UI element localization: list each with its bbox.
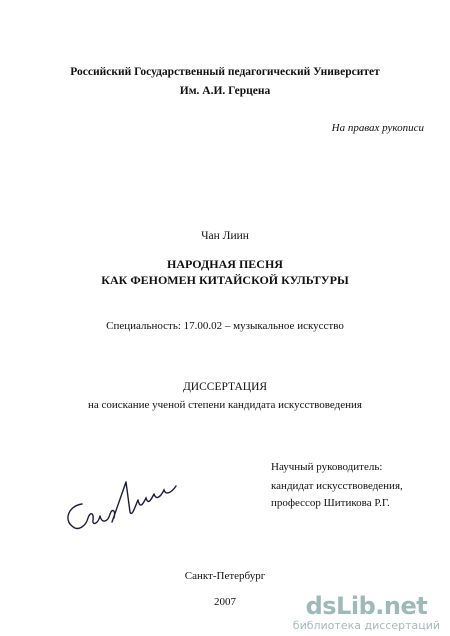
author-name: Чан Лиин [201, 230, 249, 242]
work-type: ДИССЕРТАЦИЯ [182, 381, 268, 393]
watermark-logo: dsLib.net [305, 592, 428, 620]
named-after: Им. А.И. Герцена [179, 85, 271, 97]
city: Санкт-Петербург [184, 570, 266, 582]
supervisor-degree: кандидат искусствоведения, [271, 480, 403, 492]
specialty: Специальность: 17.00.02 – музыкальное искусство [106, 320, 344, 332]
rights-note: На правах рукописи [331, 122, 424, 134]
dslib-watermark [293, 594, 440, 632]
supervisor-name: профессор Шитикова Р.Г. [271, 497, 390, 509]
dissertation-title-line1: НАРОДНАЯ ПЕСНЯ [167, 257, 283, 271]
watermark-subtitle: библиотека диссертаций [292, 619, 440, 632]
year: 2007 [214, 596, 236, 608]
university-name: Российский Государственный педагогический Университет [70, 66, 380, 78]
degree-line: на соискание ученой степени кандидата искусствоведения [88, 399, 362, 411]
handwritten-signature [60, 468, 190, 543]
supervisor-label: Научный руководитель: [271, 461, 383, 473]
dissertation-title-line2: КАК ФЕНОМЕН КИТАЙСКОЙ КУЛЬТУРЫ [101, 273, 349, 287]
